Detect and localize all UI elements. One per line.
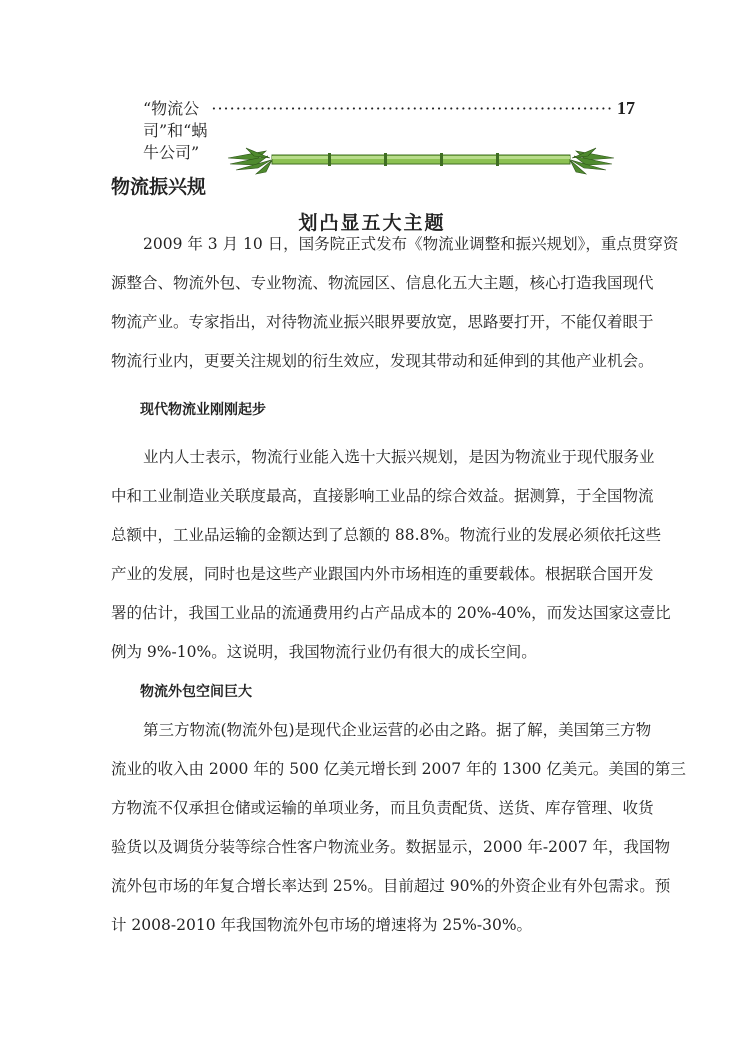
paragraph-line: 验货以及调货分装等综合性客户物流业务。数据显示，2000 年-2007 年，我国物 — [111, 838, 670, 856]
paragraph-line: 流业的收入由 2000 年的 500 亿美元增长到 2007 年的 1300 亿美元。美国的第三 — [111, 760, 686, 778]
paragraph-line: 流外包市场的年复合增长率达到 25%。目前超过 90%的外资企业有外包需求。预 — [111, 877, 671, 895]
paragraph-line: 中和工业制造业关联度最高，直接影响工业品的综合效益。据测算，于全国物流 — [111, 487, 654, 505]
paragraph-line: 产业的发展，同时也是这些产业跟国内外市场相连的重要载体。根据联合国开发 — [111, 565, 654, 583]
paragraph-line: 计 2008-2010 年我国物流外包市场的增速将为 25%-30%。 — [111, 916, 533, 934]
paragraph-line: 署的估计，我国工业品的流通费用约占产品成本的 20%-40%，而发达国家这壹比 — [111, 604, 671, 622]
paragraph-line: 总额中，工业品运输的金额达到了总额的 88.8%。物流行业的发展必须依托这些 — [111, 526, 662, 544]
subheading: 物流外包空间巨大 — [140, 684, 252, 700]
paragraph-line: 2009 年 3 月 10 日，国务院正式发布《物流业调整和振兴规划》，重点贯穿资 — [143, 235, 679, 253]
toc-leader-dots: ·································································· — [211, 99, 614, 118]
article-title-part1: 物流振兴规 — [111, 176, 207, 198]
paragraph-line: 业内人士表示，物流行业能入选十大振兴规划，是因为物流业于现代服务业 — [143, 448, 655, 466]
bamboo-divider-icon — [226, 146, 616, 176]
paragraph-line: 源整合、物流外包、专业物流、物流园区、信息化五大主题，核心打造我国现代 — [111, 274, 654, 292]
toc-page-number: 17 — [617, 98, 636, 118]
toc-entry-title: “物流公司”和“蜗牛公司” — [143, 99, 208, 162]
article-title-part2: 划凸显五大主题 — [298, 212, 446, 234]
paragraph-line: 方物流不仅承担仓储或运输的单项业务，而且负责配货、送货、库存管理、收货 — [111, 799, 654, 817]
paragraph-line: 物流产业。专家指出，对待物流业振兴眼界要放宽，思路要打开，不能仅着眼于 — [111, 313, 654, 331]
paragraph-line: 例为 9%-10%。这说明，我国物流行业仍有很大的成长空间。 — [111, 643, 537, 661]
subheading: 现代物流业刚刚起步 — [140, 402, 266, 418]
paragraph-line: 第三方物流(物流外包)是现代企业运营的必由之路。据了解，美国第三方物 — [143, 721, 652, 739]
paragraph-line: 物流行业内，更要关注规划的衍生效应，发现其带动和延伸到的其他产业机会。 — [111, 352, 654, 370]
